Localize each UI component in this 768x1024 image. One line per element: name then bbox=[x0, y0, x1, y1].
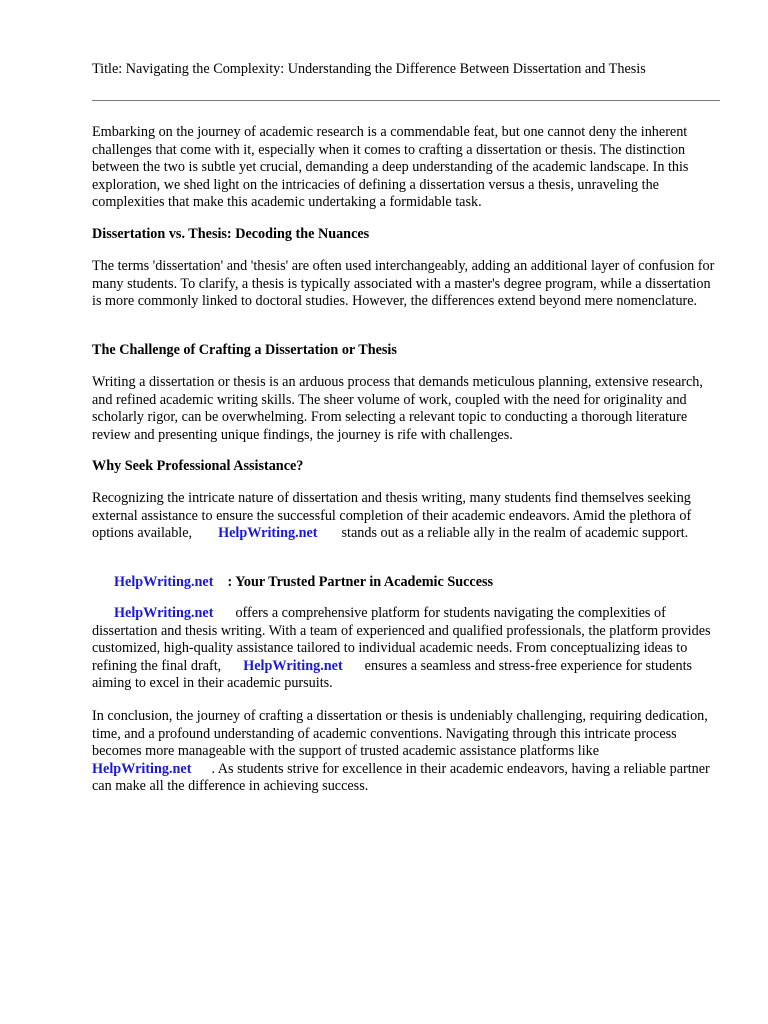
helpwriting-link[interactable]: HelpWriting.net bbox=[92, 760, 192, 777]
trusted-partner-heading-text: : Your Trusted Partner in Academic Success bbox=[227, 574, 494, 590]
conclusion-paragraph bbox=[92, 708, 722, 796]
section-heading-challenge: The Challenge of Crafting a Dissertation or Thesis bbox=[92, 342, 397, 358]
section-paragraph-why-seek bbox=[92, 490, 722, 543]
section1-text: The terms 'dissertation' and 'thesis' are often used interchangeably, adding an additional layer of confusion for many students. To clarify, a thesis is typically associated with a master's degree program, while a dissertation is more commonly linked to doctoral studies. However, the differences extend beyond mere nomenclature. bbox=[92, 258, 715, 309]
document-title: Title: Navigating the Complexity: Understanding the Difference Between Dissertation and Thesis bbox=[92, 61, 646, 77]
section-heading-dissertation-vs-thesis: Dissertation vs. Thesis: Decoding the Nuances bbox=[92, 226, 370, 242]
conclusion-text-after: . As students strive for excellence in their academic endeavors, having a reliable partner can make all the difference in achieving success. bbox=[92, 760, 710, 794]
section3-text-after: stands out as a reliable ally in the realm of academic support. bbox=[341, 525, 689, 541]
section-paragraph-trusted-partner bbox=[92, 605, 722, 693]
section4-text-part1: offers a comprehensive platform for students navigating the complexities of dissertation and thesis writing. With a team of experienced and qualified professionals, the platform provides customized, high-quality assistance tailored to individual academic needs. From conceptualizing ideas to refining the final draft, bbox=[92, 605, 711, 674]
intro-text: Embarking on the journey of academic research is a commendable feat, but one cannot deny the inherent challenges that come with it, especially when it comes to crafting a dissertation or thesis. The distinction between the two is subtle yet crucial, demanding a deep understanding of the academic landscape. In this exploration, we shed light on the intricacies of defining a dissertation versus a thesis, unraveling the complexities that make this academic undertaking a formidable task. bbox=[92, 124, 689, 210]
section4-text-part2: ensures a seamless and stress-free experience for students aiming to excel in their academic pursuits. bbox=[92, 657, 693, 691]
section-paragraph-challenge bbox=[92, 374, 722, 444]
intro-paragraph bbox=[92, 124, 722, 212]
conclusion-text-before: In conclusion, the journey of crafting a dissertation or thesis is undeniably challenging, requiring dedication, time, and a profound understanding of academic conventions. Navigating through this intricate process becomes more manageable with the support of trusted academic assistance platforms like bbox=[92, 708, 708, 759]
section-heading-trusted-partner bbox=[92, 574, 722, 591]
conclusion-text bbox=[92, 708, 722, 796]
helpwriting-link[interactable]: HelpWriting.net bbox=[218, 525, 318, 541]
helpwriting-link[interactable]: HelpWriting.net bbox=[243, 657, 343, 674]
section2-text: Writing a dissertation or thesis is an arduous process that demands meticulous planning, extensive research, and refined academic writing skills. The sheer volume of work, coupled with the need for originality and scholarly rigor, can be overwhelming. From selecting a relevant topic to conducting a thorough literature review and presenting unique findings, the journey is rife with challenges. bbox=[92, 374, 703, 443]
helpwriting-link[interactable]: HelpWriting.net bbox=[114, 574, 214, 590]
section-heading-why-seek: Why Seek Professional Assistance? bbox=[92, 458, 304, 474]
title-divider bbox=[92, 100, 720, 101]
section4-text bbox=[92, 605, 722, 693]
section-paragraph-dissertation-vs-thesis bbox=[92, 258, 722, 311]
section3-text bbox=[92, 490, 722, 543]
section3-text-before: Recognizing the intricate nature of dissertation and thesis writing, many students find themselves seeking external assistance to ensure the successful completion of their academic endeavors. Amid the plethora of options available, bbox=[92, 490, 692, 541]
helpwriting-link[interactable]: HelpWriting.net bbox=[114, 605, 214, 621]
